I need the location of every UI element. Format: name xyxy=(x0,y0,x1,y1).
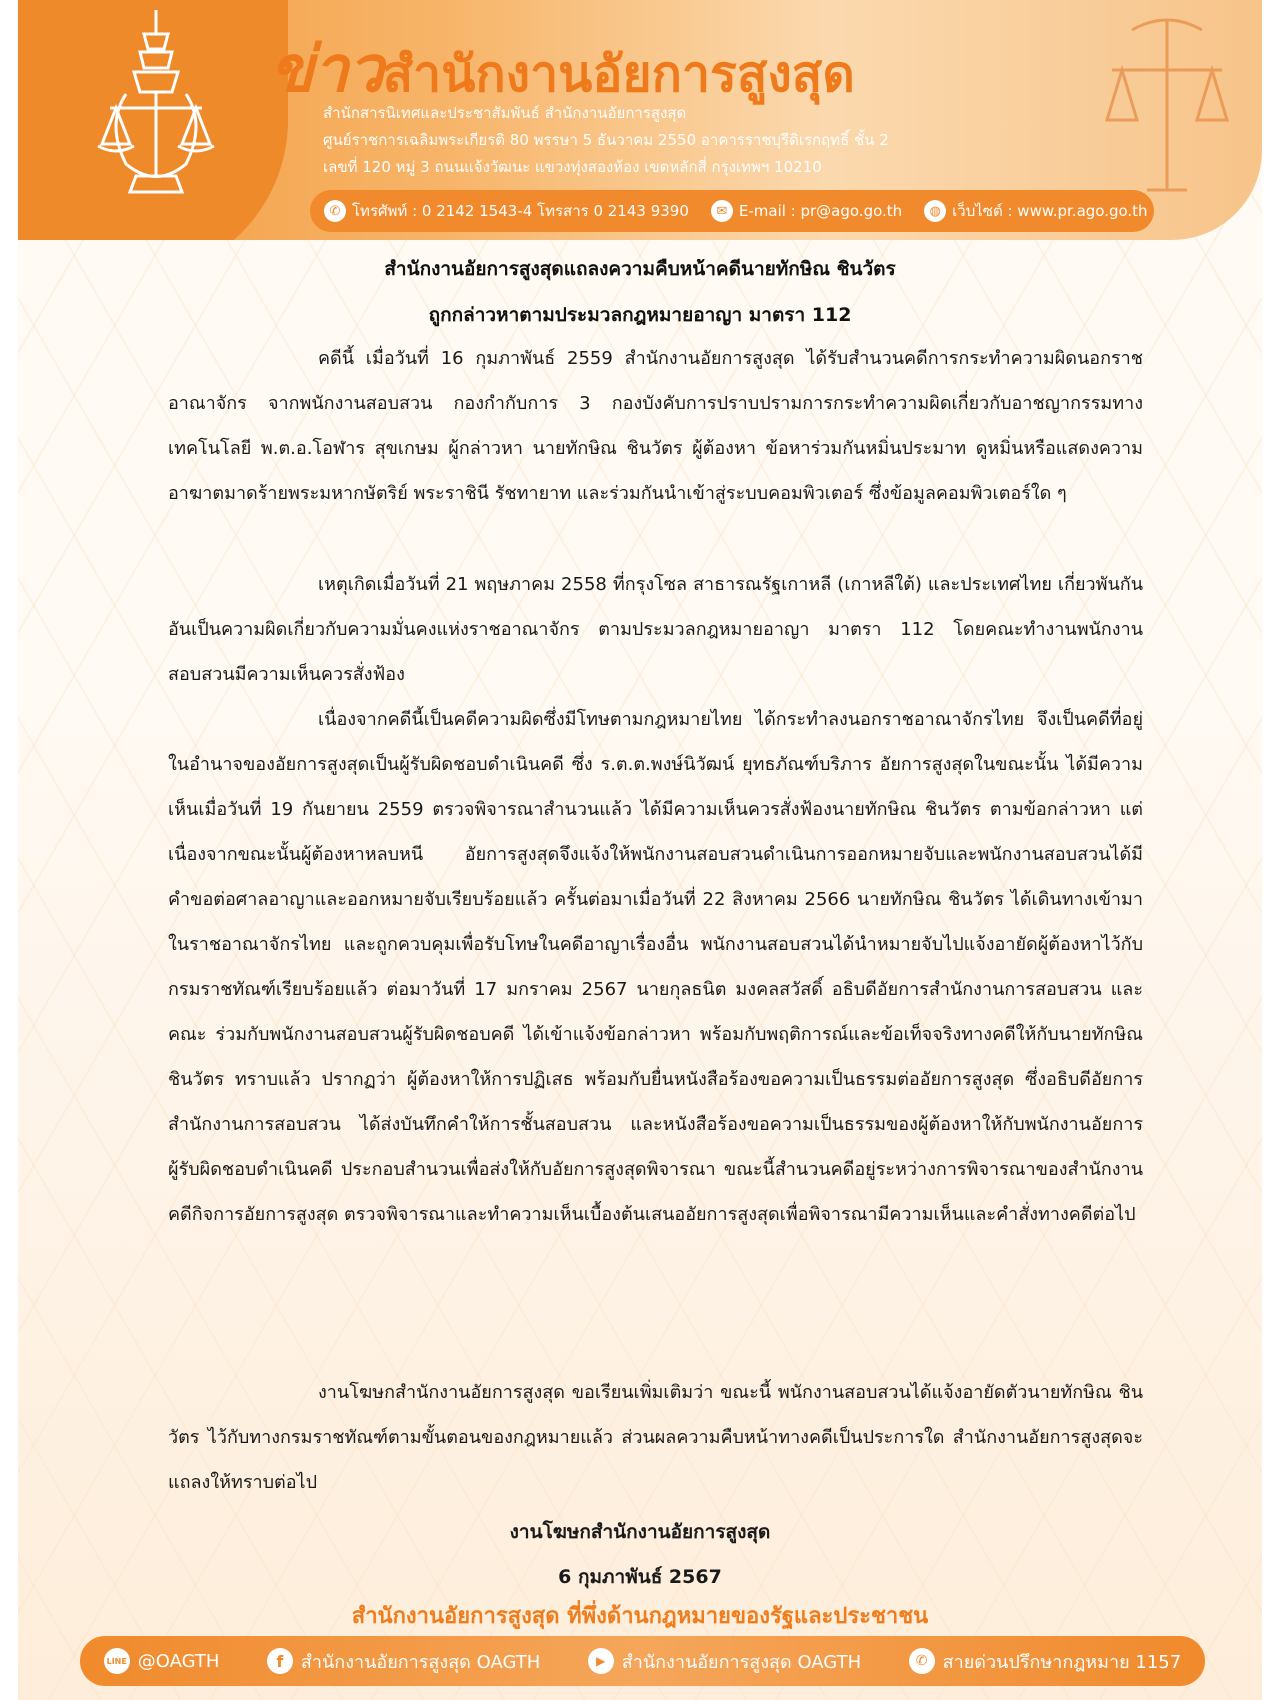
globe-icon: ◍ xyxy=(924,200,946,222)
release-date: 6 กุมภาพันธ์ 2567 xyxy=(558,1566,722,1588)
footer-bar xyxy=(80,1636,1205,1686)
article-paragraph xyxy=(168,562,1143,697)
scales-decoration-icon xyxy=(1092,10,1242,210)
paragraph-text: เหตุเกิดเมื่อวันที่ 21 พฤษภาคม 2558 ที่กรุงโซล สาธารณรัฐเกาหลี (เกาหลีใต้) และประเทศไทย เกี่ยวพันกันอันเป็นความผิดเกี่ยวกับความมั่นคงแห่งราชอาณาจักร ตามประมวลกฎหมายอาญา มาตรา 112 โดยคณะทำงานพนักงานสอบสวนมีความเห็นควรสั่งฟ้อง xyxy=(168,574,1143,685)
letterhead xyxy=(18,0,1262,240)
article-title-line-2: ถูกกล่าวหาตามประมวลกฎหมายอาญา มาตรา 112 xyxy=(428,304,852,326)
contact-phone xyxy=(324,199,689,223)
address-line: ศูนย์ราชการเฉลิมพระเกียรติ 80 พรรษา 5 ธันวาคม 2550 อาคารราชบุรีดิเรกฤทธิ์ ชั้น 2 xyxy=(323,131,889,149)
facebook-icon: f xyxy=(267,1648,293,1674)
address-block xyxy=(323,100,889,181)
footer-hotline-label[interactable]: สายด่วนปรึกษากฎหมาย 1157 xyxy=(942,1651,1182,1673)
footer-line-label[interactable]: @OAGTH xyxy=(137,1650,220,1672)
slogan: สำนักงานอัยการสูงสุด ที่พึ่งด้านกฎหมายของรัฐและประชาชน xyxy=(351,1604,929,1629)
ago-emblem-icon xyxy=(86,4,226,204)
footer-youtube-label[interactable]: สำนักงานอัยการสูงสุด OAGTH xyxy=(621,1651,862,1673)
contact-email-text[interactable]: E-mail : pr@ago.go.th xyxy=(738,202,903,220)
contact-web-text[interactable]: เว็บไซต์ : www.pr.ago.go.th xyxy=(952,202,1148,220)
article-paragraph xyxy=(168,1370,1143,1505)
contact-bar xyxy=(310,190,1154,232)
signature: งานโฆษกสำนักงานอัยการสูงสุด xyxy=(509,1521,771,1543)
contact-email[interactable] xyxy=(711,200,902,222)
footer-youtube[interactable] xyxy=(588,1647,861,1676)
footer-facebook-label[interactable]: สำนักงานอัยการสูงสุด OAGTH xyxy=(300,1651,541,1673)
phone-icon: ✆ xyxy=(324,200,346,222)
footer-hotline[interactable] xyxy=(909,1647,1182,1676)
masthead-org: สำนักงานอัยการสูงสุด xyxy=(382,45,855,103)
paragraph-text: คดีนี้ เมื่อวันที่ 16 กุมภาพันธ์ 2559 สำนักงานอัยการสูงสุด ได้รับสำนวนคดีการกระทำความผิดนอกราชอาณาจักร จากพนักงานสอบสวน กองกำกับการ 3 กองบังคับการปราบปรามการกระทำความผิดเกี่ยวกับอาชญากรรมทางเทคโนโลยี พ.ต.อ.โอฬาร สุขเกษม ผู้กล่าวหา นายทักษิณ ชินวัตร ผู้ต้องหา ข้อหาร่วมกันหมิ่นประมาท ดูหมิ่นหรือแสดงความอาฆาตมาดร้ายพระมหากษัตริย์ พระราชินี รัชทายาท และร่วมกันนำเข้าสู่ระบบคอมพิวเตอร์ ซึ่งข้อมูลคอมพิวเตอร์ใด ๆ xyxy=(168,348,1143,504)
masthead-news: ข่าว xyxy=(270,33,383,107)
paragraph-text: เนื่องจากคดีนี้เป็นคดีความผิดซึ่งมีโทษตามกฎหมายไทย ได้กระทำลงนอกราชอาณาจักรไทย จึงเป็นคดีที่อยู่ในอำนาจของอัยการสูงสุดเป็นผู้รับผิดชอบดำเนินคดี ซึ่ง ร.ต.ต.พงษ์นิวัฒน์ ยุทธภัณฑ์บริภาร อัยการสูงสุดในขณะนั้น ได้มีความเห็นเมื่อวันที่ 19 กันยายน 2559 ตรวจพิจารณาสำนวนแล้ว ได้มีความเห็นควรสั่งฟ้องนายทักษิณ ชินวัตร ตามข้อกล่าวหา แต่เนื่องจากขณะนั้นผู้ต้องหาหลบหนี อัยการสูงสุดจึงแจ้งให้พนักงานสอบสวนดำเนินการออกหมายจับและพนักงานสอบสวนได้มีคำขอต่อศาลอาญาและออกหมายจับเรียบร้อยแล้ว ครั้นต่อมาเมื่อวันที่ 22 สิงหาคม 2566 นายทักษิณ ชินวัตร ได้เดินทางเข้ามาในราชอาณาจักรไทย และถูกควบคุมเพื่อรับโทษในคดีอาญาเรื่องอื่น พนักงานสอบสวนได้นำหมายจับไปแจ้งอายัดผู้ต้องหาไว้กับกรมราชทัณฑ์เรียบร้อยแล้ว ต่อมาวันที่ 17 มกราคม 2567 นายกุลธนิต มงคลสวัสดิ์ อธิบดีอัยการสำนักงานการสอบสวน และคณะ ร่วมกับพนักงานสอบสวนผู้รับผิดชอบคดี ได้เข้าแจ้งข้อกล่าวหา พร้อมกับพฤติการณ์และข้อเท็จจริงทางคดีให้กับนายทักษิณ ชินวัตร ทราบแล้ว ปรากฏว่า ผู้ต้องหาให้การปฏิเสธ พร้อมกับยื่นหนังสือร้องขอความเป็นธรรมต่ออัยการสูงสุด ซึ่งอธิบดีอัยการ สำนักงานการสอบสวน ได้ส่งบันทึกคำให้การชั้นสอบสวน และหนังสือร้องขอความเป็นธรรมของผู้ต้องหาให้กับพนักงานอัยการผู้รับผิดชอบดำเนินคดี ประกอบสำนวนเพื่อส่งให้กับอัยการสูงสุดพิจารณา ขณะนี้สำนวนคดีอยู่ระหว่างการพิจารณาของสำนักงานคดีกิจการอัยการสูงสุด ตรวจพิจารณาและทำความเห็นเบื้องต้นเสนออัยการสูงสุดเพื่อพิจารณามีความเห็นและคำสั่งทางคดีต่อไป xyxy=(168,709,1143,1225)
contact-phone-text: โทรศัพท์ : 0 2142 1543-4 โทรสาร 0 2143 9390 xyxy=(352,202,689,220)
email-icon: ✉ xyxy=(711,200,733,222)
address-line: เลขที่ 120 หมู่ 3 ถนนแจ้งวัฒนะ แขวงทุ่งสองห้อง เขตหลักสี่ กรุงเทพฯ 10210 xyxy=(323,158,822,176)
article-paragraph xyxy=(168,336,1143,516)
line-icon: LINE xyxy=(104,1648,130,1674)
footer-facebook[interactable] xyxy=(267,1647,540,1676)
youtube-icon: ▶ xyxy=(588,1648,614,1674)
article-paragraph xyxy=(168,697,1143,1237)
footer-line[interactable] xyxy=(104,1648,220,1674)
phone-icon: ✆ xyxy=(909,1648,935,1674)
paragraph-text: งานโฆษกสำนักงานอัยการสูงสุด ขอเรียนเพิ่มเติมว่า ขณะนี้ พนักงานสอบสวนได้แจ้งอายัดตัวนายทักษิณ ชินวัตร ไว้กับทางกรมราชทัณฑ์ตามขั้นตอนของกฎหมายแล้ว ส่วนผลความคืบหน้าทางคดีเป็นประการใด สำนักงานอัยการสูงสุดจะแถลงให้ทราบต่อไป xyxy=(168,1382,1143,1493)
contact-web[interactable] xyxy=(924,199,1147,223)
address-line: สำนักสารนิเทศและประชาสัมพันธ์ สำนักงานอัยการสูงสุด xyxy=(323,104,687,122)
article-title-line-1: สำนักงานอัยการสูงสุดแถลงความคืบหน้าคดีนายทักษิณ ชินวัตร xyxy=(384,258,896,280)
